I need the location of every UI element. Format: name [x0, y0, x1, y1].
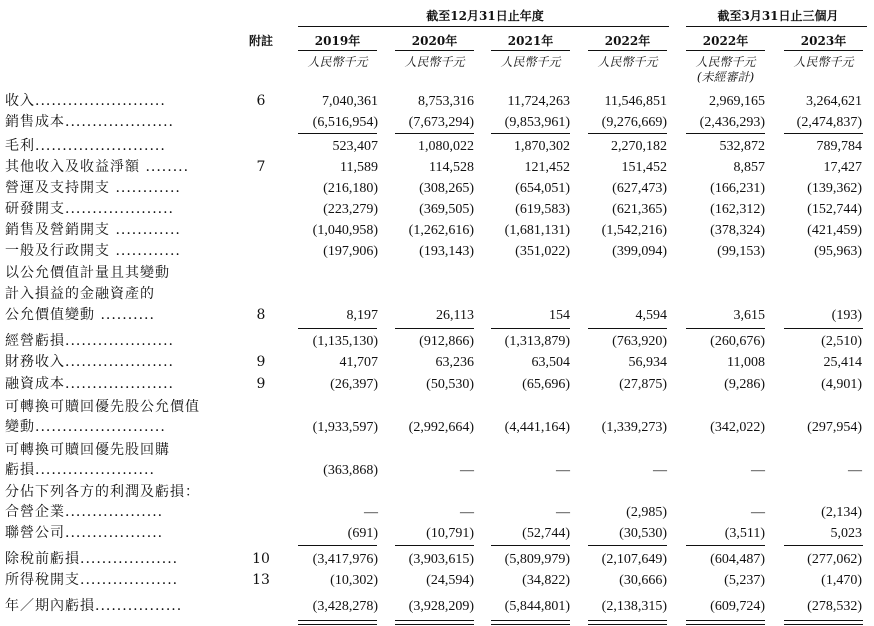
row-value: (2,992,664): [408, 420, 474, 435]
table-row: [0, 136, 874, 157]
row-value: (27,875): [619, 377, 667, 392]
row-value: —: [460, 505, 474, 520]
row-label: 銷售成本....................: [5, 114, 175, 130]
column-year-header: 2020年: [411, 34, 458, 48]
row-note: 7: [256, 159, 266, 175]
row-label: 一般及行政開支 ............: [5, 243, 181, 259]
row-value: (1,933,597): [312, 420, 378, 435]
row-value: (9,276,669): [601, 115, 667, 130]
table-row: [0, 397, 874, 418]
row-value: 11,589: [340, 160, 378, 175]
row-value: (65,696): [522, 377, 570, 392]
row-value: (609,724): [710, 599, 765, 614]
subtotal-rule: [784, 545, 863, 546]
row-value: 5,023: [830, 526, 862, 541]
row-value: —: [364, 505, 378, 520]
row-value: (604,487): [710, 552, 765, 567]
row-note: 9: [256, 376, 266, 392]
row-value: (197,906): [323, 244, 378, 259]
table-row: [0, 417, 874, 438]
row-value: (627,473): [612, 181, 667, 196]
row-label: 年／期內虧損................: [5, 598, 183, 614]
row-label: 融資成本....................: [5, 376, 175, 392]
row-value: (2,510): [821, 334, 862, 349]
table-row: [0, 263, 874, 284]
row-value: (278,532): [807, 599, 862, 614]
column-unit: 人民幣千元: [404, 55, 465, 69]
row-value: 532,872: [719, 139, 765, 154]
row-value: (351,022): [515, 244, 570, 259]
row-value: (34,822): [522, 573, 570, 588]
table-row: [0, 460, 874, 481]
table-row: [0, 523, 874, 544]
row-value: (342,022): [710, 420, 765, 435]
row-value: (1,542,216): [601, 223, 667, 238]
row-label: 虧損......................: [5, 462, 155, 478]
row-value: 7,040,361: [322, 94, 378, 109]
table-row: [0, 502, 874, 523]
table-row: [0, 241, 874, 262]
table-row: [0, 112, 874, 133]
table-row: [0, 157, 874, 178]
row-value: (1,313,879): [504, 334, 570, 349]
row-value: (2,474,837): [796, 115, 862, 130]
row-label: 除稅前虧損..................: [5, 551, 179, 567]
row-value: (10,302): [330, 573, 378, 588]
row-value: (152,744): [807, 202, 862, 217]
row-value: (2,436,293): [699, 115, 765, 130]
table-row: [0, 305, 874, 326]
column-year-header: 2022年: [604, 34, 651, 48]
subtotal-rule: [491, 545, 570, 546]
row-value: —: [653, 463, 667, 478]
row-value: (421,459): [807, 223, 862, 238]
column-year-rule: [588, 50, 667, 51]
row-value: (277,062): [807, 552, 862, 567]
row-label: 毛利........................: [5, 138, 166, 154]
column-unit: 人民幣千元: [500, 55, 561, 69]
row-value: (1,681,131): [504, 223, 570, 238]
row-value: 63,236: [435, 355, 474, 370]
row-value: (3,417,976): [312, 552, 378, 567]
row-value: 8,197: [346, 308, 378, 323]
row-note: 13: [252, 572, 270, 588]
table-row: [0, 440, 874, 461]
total-double-rule: [784, 620, 863, 625]
total-double-rule: [395, 620, 474, 625]
row-value: (1,470): [821, 573, 862, 588]
note-column-header: 附註: [248, 34, 273, 48]
row-value: 114,528: [429, 160, 474, 175]
row-value: (216,180): [323, 181, 378, 196]
row-value: 41,707: [339, 355, 378, 370]
row-note: 6: [256, 93, 266, 109]
subtotal-rule: [588, 545, 667, 546]
row-value: (1,262,616): [408, 223, 474, 238]
table-row: [0, 596, 874, 617]
row-value: (9,286): [724, 377, 765, 392]
column-year-header: 2023年: [800, 34, 847, 48]
table-row: [0, 284, 874, 305]
row-value: (95,963): [814, 244, 862, 259]
row-value: —: [751, 505, 765, 520]
subtotal-rule: [588, 133, 667, 134]
subtotal-rule: [686, 133, 765, 134]
row-value: (139,362): [807, 181, 862, 196]
row-value: (691): [347, 526, 378, 541]
subtotal-rule: [395, 328, 474, 329]
subtotal-rule: [588, 328, 667, 329]
row-label: 分佔下列各方的利潤及虧損：: [5, 484, 200, 500]
column-unit: 人民幣千元: [793, 55, 854, 69]
row-label: 研發開支....................: [5, 201, 175, 217]
row-value: (297,954): [807, 420, 862, 435]
row-value: (260,676): [710, 334, 765, 349]
total-double-rule: [491, 620, 570, 625]
row-label: 合營企業..................: [5, 504, 164, 520]
row-value: 8,857: [733, 160, 765, 175]
row-note: 10: [252, 551, 270, 567]
total-double-rule: [298, 620, 377, 625]
row-label: 銷售及營銷開支 ............: [5, 222, 181, 238]
unaudited-note: (未經審計): [696, 70, 755, 84]
row-value: (5,844,801): [504, 599, 570, 614]
row-label: 聯營公司..................: [5, 525, 164, 541]
row-value: 789,784: [816, 139, 862, 154]
row-value: (26,397): [330, 377, 378, 392]
row-value: (1,135,130): [312, 334, 378, 349]
row-value: (308,265): [419, 181, 474, 196]
row-value: (3,511): [724, 526, 765, 541]
row-value: 2,969,165: [709, 94, 765, 109]
row-label: 可轉換可贖回優先股回購: [5, 442, 170, 458]
row-label: 財務收入....................: [5, 354, 175, 370]
table-row: [0, 549, 874, 570]
column-unit: 人民幣千元: [307, 55, 368, 69]
row-label: 以公允價值計量且其變動: [5, 265, 170, 281]
row-value: 523,407: [332, 139, 378, 154]
row-value: (3,903,615): [408, 552, 474, 567]
row-value: 1,870,302: [514, 139, 570, 154]
row-value: 154: [549, 308, 570, 323]
table-row: [0, 374, 874, 395]
row-value: (619,583): [515, 202, 570, 217]
row-label: 收入........................: [5, 93, 166, 109]
table-row: [0, 199, 874, 220]
row-label: 公允價值變動 ..........: [5, 307, 155, 323]
table-row: [0, 570, 874, 591]
row-value: (193,143): [419, 244, 474, 259]
row-value: —: [848, 463, 862, 478]
subtotal-rule: [298, 133, 377, 134]
column-year-rule: [784, 50, 863, 51]
row-value: (30,666): [619, 573, 667, 588]
row-value: 25,414: [823, 355, 862, 370]
row-value: (1,040,958): [312, 223, 378, 238]
column-unit: 人民幣千元: [695, 55, 756, 69]
row-value: (5,809,979): [504, 552, 570, 567]
column-year-header: 2021年: [507, 34, 554, 48]
table-row: [0, 331, 874, 352]
total-double-rule: [588, 620, 667, 625]
row-value: —: [460, 463, 474, 478]
row-value: (4,901): [821, 377, 862, 392]
column-year-rule: [298, 50, 377, 51]
row-label: 其他收入及收益淨額 ........: [5, 159, 190, 175]
subtotal-rule: [298, 328, 377, 329]
row-value: (5,237): [724, 573, 765, 588]
row-value: 3,615: [733, 308, 765, 323]
table-row: [0, 91, 874, 112]
row-value: 151,452: [621, 160, 667, 175]
subtotal-rule: [491, 328, 570, 329]
row-value: (10,791): [426, 526, 474, 541]
row-value: 8,753,316: [418, 94, 474, 109]
row-value: (912,866): [419, 334, 474, 349]
row-value: (99,153): [717, 244, 765, 259]
subtotal-rule: [395, 133, 474, 134]
subtotal-rule: [686, 328, 765, 329]
subtotal-rule: [686, 545, 765, 546]
row-value: —: [556, 463, 570, 478]
row-value: (763,920): [612, 334, 667, 349]
column-year-rule: [395, 50, 474, 51]
row-value: (50,530): [426, 377, 474, 392]
row-value: (24,594): [426, 573, 474, 588]
row-value: —: [751, 463, 765, 478]
row-value: 4,594: [635, 308, 667, 323]
group-rule-quarterly: [686, 26, 867, 27]
row-value: (1,339,273): [601, 420, 667, 435]
row-value: (2,107,649): [601, 552, 667, 567]
row-value: 63,504: [531, 355, 570, 370]
row-value: (223,279): [323, 202, 378, 217]
row-note: 8: [256, 307, 266, 323]
row-value: (654,051): [515, 181, 570, 196]
row-label: 變動........................: [5, 419, 166, 435]
row-value: 11,724,263: [507, 94, 570, 109]
row-value: 26,113: [436, 308, 474, 323]
column-year-rule: [686, 50, 765, 51]
row-value: (3,928,209): [408, 599, 474, 614]
row-label: 可轉換可贖回優先股公允價值: [5, 399, 200, 415]
row-value: (2,134): [821, 505, 862, 520]
row-value: (52,744): [522, 526, 570, 541]
row-value: (162,312): [710, 202, 765, 217]
row-value: (369,505): [419, 202, 474, 217]
row-label: 營運及支持開支 ............: [5, 180, 181, 196]
row-value: (378,324): [710, 223, 765, 238]
subtotal-rule: [784, 133, 863, 134]
row-value: 1,080,022: [418, 139, 474, 154]
row-value: 121,452: [524, 160, 570, 175]
group-rule-annual: [298, 26, 669, 27]
total-double-rule: [686, 620, 765, 625]
column-year-header: 2019年: [314, 34, 361, 48]
table-row: [0, 178, 874, 199]
row-value: (2,138,315): [601, 599, 667, 614]
row-value: (399,094): [612, 244, 667, 259]
column-year-header: 2022年: [702, 34, 749, 48]
row-value: (363,868): [323, 463, 378, 478]
row-value: —: [556, 505, 570, 520]
table-row: [0, 220, 874, 241]
table-row: [0, 482, 874, 503]
table-row: [0, 352, 874, 373]
row-value: 2,270,182: [611, 139, 667, 154]
column-year-rule: [491, 50, 570, 51]
row-value: (3,428,278): [312, 599, 378, 614]
row-value: (6,516,954): [312, 115, 378, 130]
row-value: 11,546,851: [604, 94, 667, 109]
row-label: 經營虧損....................: [5, 333, 175, 349]
row-value: (193): [831, 308, 862, 323]
row-value: 56,934: [628, 355, 667, 370]
row-value: (30,530): [619, 526, 667, 541]
row-label: 所得稅開支..................: [5, 572, 179, 588]
row-value: (4,441,164): [504, 420, 570, 435]
group-header-annual: 截至12月31日止年度: [426, 9, 544, 23]
row-value: (621,365): [612, 202, 667, 217]
row-value: (7,673,294): [408, 115, 474, 130]
column-unit: 人民幣千元: [597, 55, 658, 69]
row-label: 計入損益的金融資產的: [5, 286, 155, 302]
subtotal-rule: [784, 328, 863, 329]
group-header-quarterly: 截至3月31日止三個月: [717, 9, 839, 23]
row-value: (166,231): [710, 181, 765, 196]
row-value: 11,008: [727, 355, 765, 370]
row-note: 9: [256, 354, 266, 370]
row-value: (2,985): [626, 505, 667, 520]
subtotal-rule: [491, 133, 570, 134]
subtotal-rule: [395, 545, 474, 546]
row-value: 3,264,621: [806, 94, 862, 109]
row-value: (9,853,961): [504, 115, 570, 130]
row-value: 17,427: [823, 160, 862, 175]
subtotal-rule: [298, 545, 377, 546]
